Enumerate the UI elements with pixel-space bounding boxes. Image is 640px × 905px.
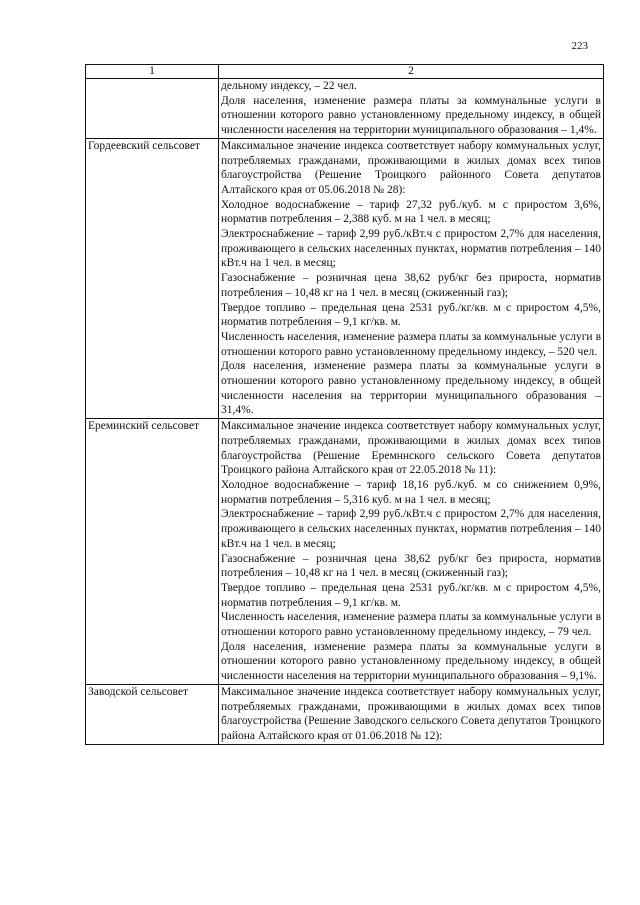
paragraph: Газоснабжение – розничная цена 38,62 руб/кг без прироста, норматив потребления – 10,48 кг на 1 чел. в месяц (сжиженный газ); xyxy=(221,272,601,299)
paragraph: Газоснабжение – розничная цена 38,62 руб/кг без прироста, норматив потребления – 10,48 кг на 1 чел. в месяц (сжиженный газ); xyxy=(221,552,601,580)
description-cell xyxy=(219,138,604,418)
paragraph: Максимальное значение индекса соответствует набору коммунальных услуг, потребляемых гражданами, проживающими в жилых домах всех типов благоустройства (Решение Троицкого районного Совета депутатов Алтайского края от 05.06.2018 № 28): xyxy=(221,139,601,196)
paragraph: дельному индексу, – 22 чел. xyxy=(221,80,357,92)
municipality-name: Заводской сельсовет xyxy=(86,684,219,744)
description-cell xyxy=(219,684,604,744)
municipality-name: Гордеевский сельсовет xyxy=(86,138,219,418)
header-col-2: 2 xyxy=(219,65,604,79)
paragraph: Холодное водоснабжение – тариф 18,16 руб./куб. м со снижением 0,9%, норматив потребления – 5,316 куб. м на 1 чел. в месяц; xyxy=(221,478,601,506)
paragraph: Твердое топливо – предельная цена 2531 руб./кг/кв. м с приростом 4,5%, норматив потребления – 9,1 кг/кв. м. xyxy=(221,301,601,329)
paragraph: Доля населения, изменение размера платы за коммунальные услуги в отношении которого равно установленному предельному индексу, в общей численности населения на территории муниципального образования – 1,4%. xyxy=(221,94,601,137)
municipality-name: Ереминский сельсовет xyxy=(86,419,219,685)
paragraph: Электроснабжение – тариф 2,99 руб./кВт.ч с приростом 2,7% для населения, проживающего в сельских населенных пунктах, норматив потребления – 140 кВт.ч на 1 чел. в месяц; xyxy=(221,508,601,550)
paragraph: Доля населения, изменение размера платы за коммунальные услуги в отношении которого равно установленному предельному индексу, в общей численности населения на территории муниципального образования – 31,4%. xyxy=(221,360,601,417)
paragraph: Численность населения, изменение размера платы за коммунальные услуги в отношении которого равно установленному предельному индексу, – 79 чел. xyxy=(221,611,601,639)
table-row xyxy=(86,79,604,139)
table-header-row xyxy=(86,65,604,79)
page-number: 223 xyxy=(571,40,588,52)
description-cell xyxy=(219,419,604,685)
paragraph: Численность населения, изменение размера платы за коммунальные услуги в отношении которого равно установленному предельному индексу, – 520 чел. xyxy=(221,330,601,358)
paragraph: Электроснабжение – тариф 2,99 руб./кВт.ч с приростом 2,7% для населения, проживающего в сельских населенных пунктах, норматив потребления – 140 кВт.ч на 1 чел. в месяц; xyxy=(221,228,601,270)
municipality-name xyxy=(86,79,219,139)
table-row xyxy=(86,684,604,744)
paragraph: Холодное водоснабжение – тариф 27,32 руб./куб. м с приростом 3,6%, норматив потребления – 2,388 куб. м на 1 чел. в месяц; xyxy=(221,198,601,226)
paragraph: Максимальное значение индекса соответствует набору коммунальных услуг, потребляемых гражданами, проживающими в жилых домах всех типов благоустройства (Решение Заводского сельского Совета депутатов Троицкого района Алтайского края от 01.06.2018 № 12): xyxy=(221,685,601,742)
description-cell xyxy=(219,79,604,139)
paragraph: Доля населения, изменение размера платы за коммунальные услуги в отношении которого равно установленному предельному индексу, в общей численности населения на территории муниципального образования – 9,1%. xyxy=(221,640,601,683)
header-col-1: 1 xyxy=(86,65,219,79)
paragraph: Максимальное значение индекса соответствует набору коммунальных услуг, потребляемых гражданами, проживающими в жилых домах всех типов благоустройства (Решение Еремннского сельского Совета депутатов Троицкого района Алтайского края от 22.05.2018 № 11): xyxy=(221,420,601,477)
tariff-table xyxy=(85,64,604,745)
paragraph: Твердое топливо – предельная цена 2531 руб./кг/кв. м с приростом 4,5%, норматив потребления – 9,1 кг/кв. м. xyxy=(221,581,601,609)
table-row xyxy=(86,138,604,418)
table-row xyxy=(86,419,604,685)
